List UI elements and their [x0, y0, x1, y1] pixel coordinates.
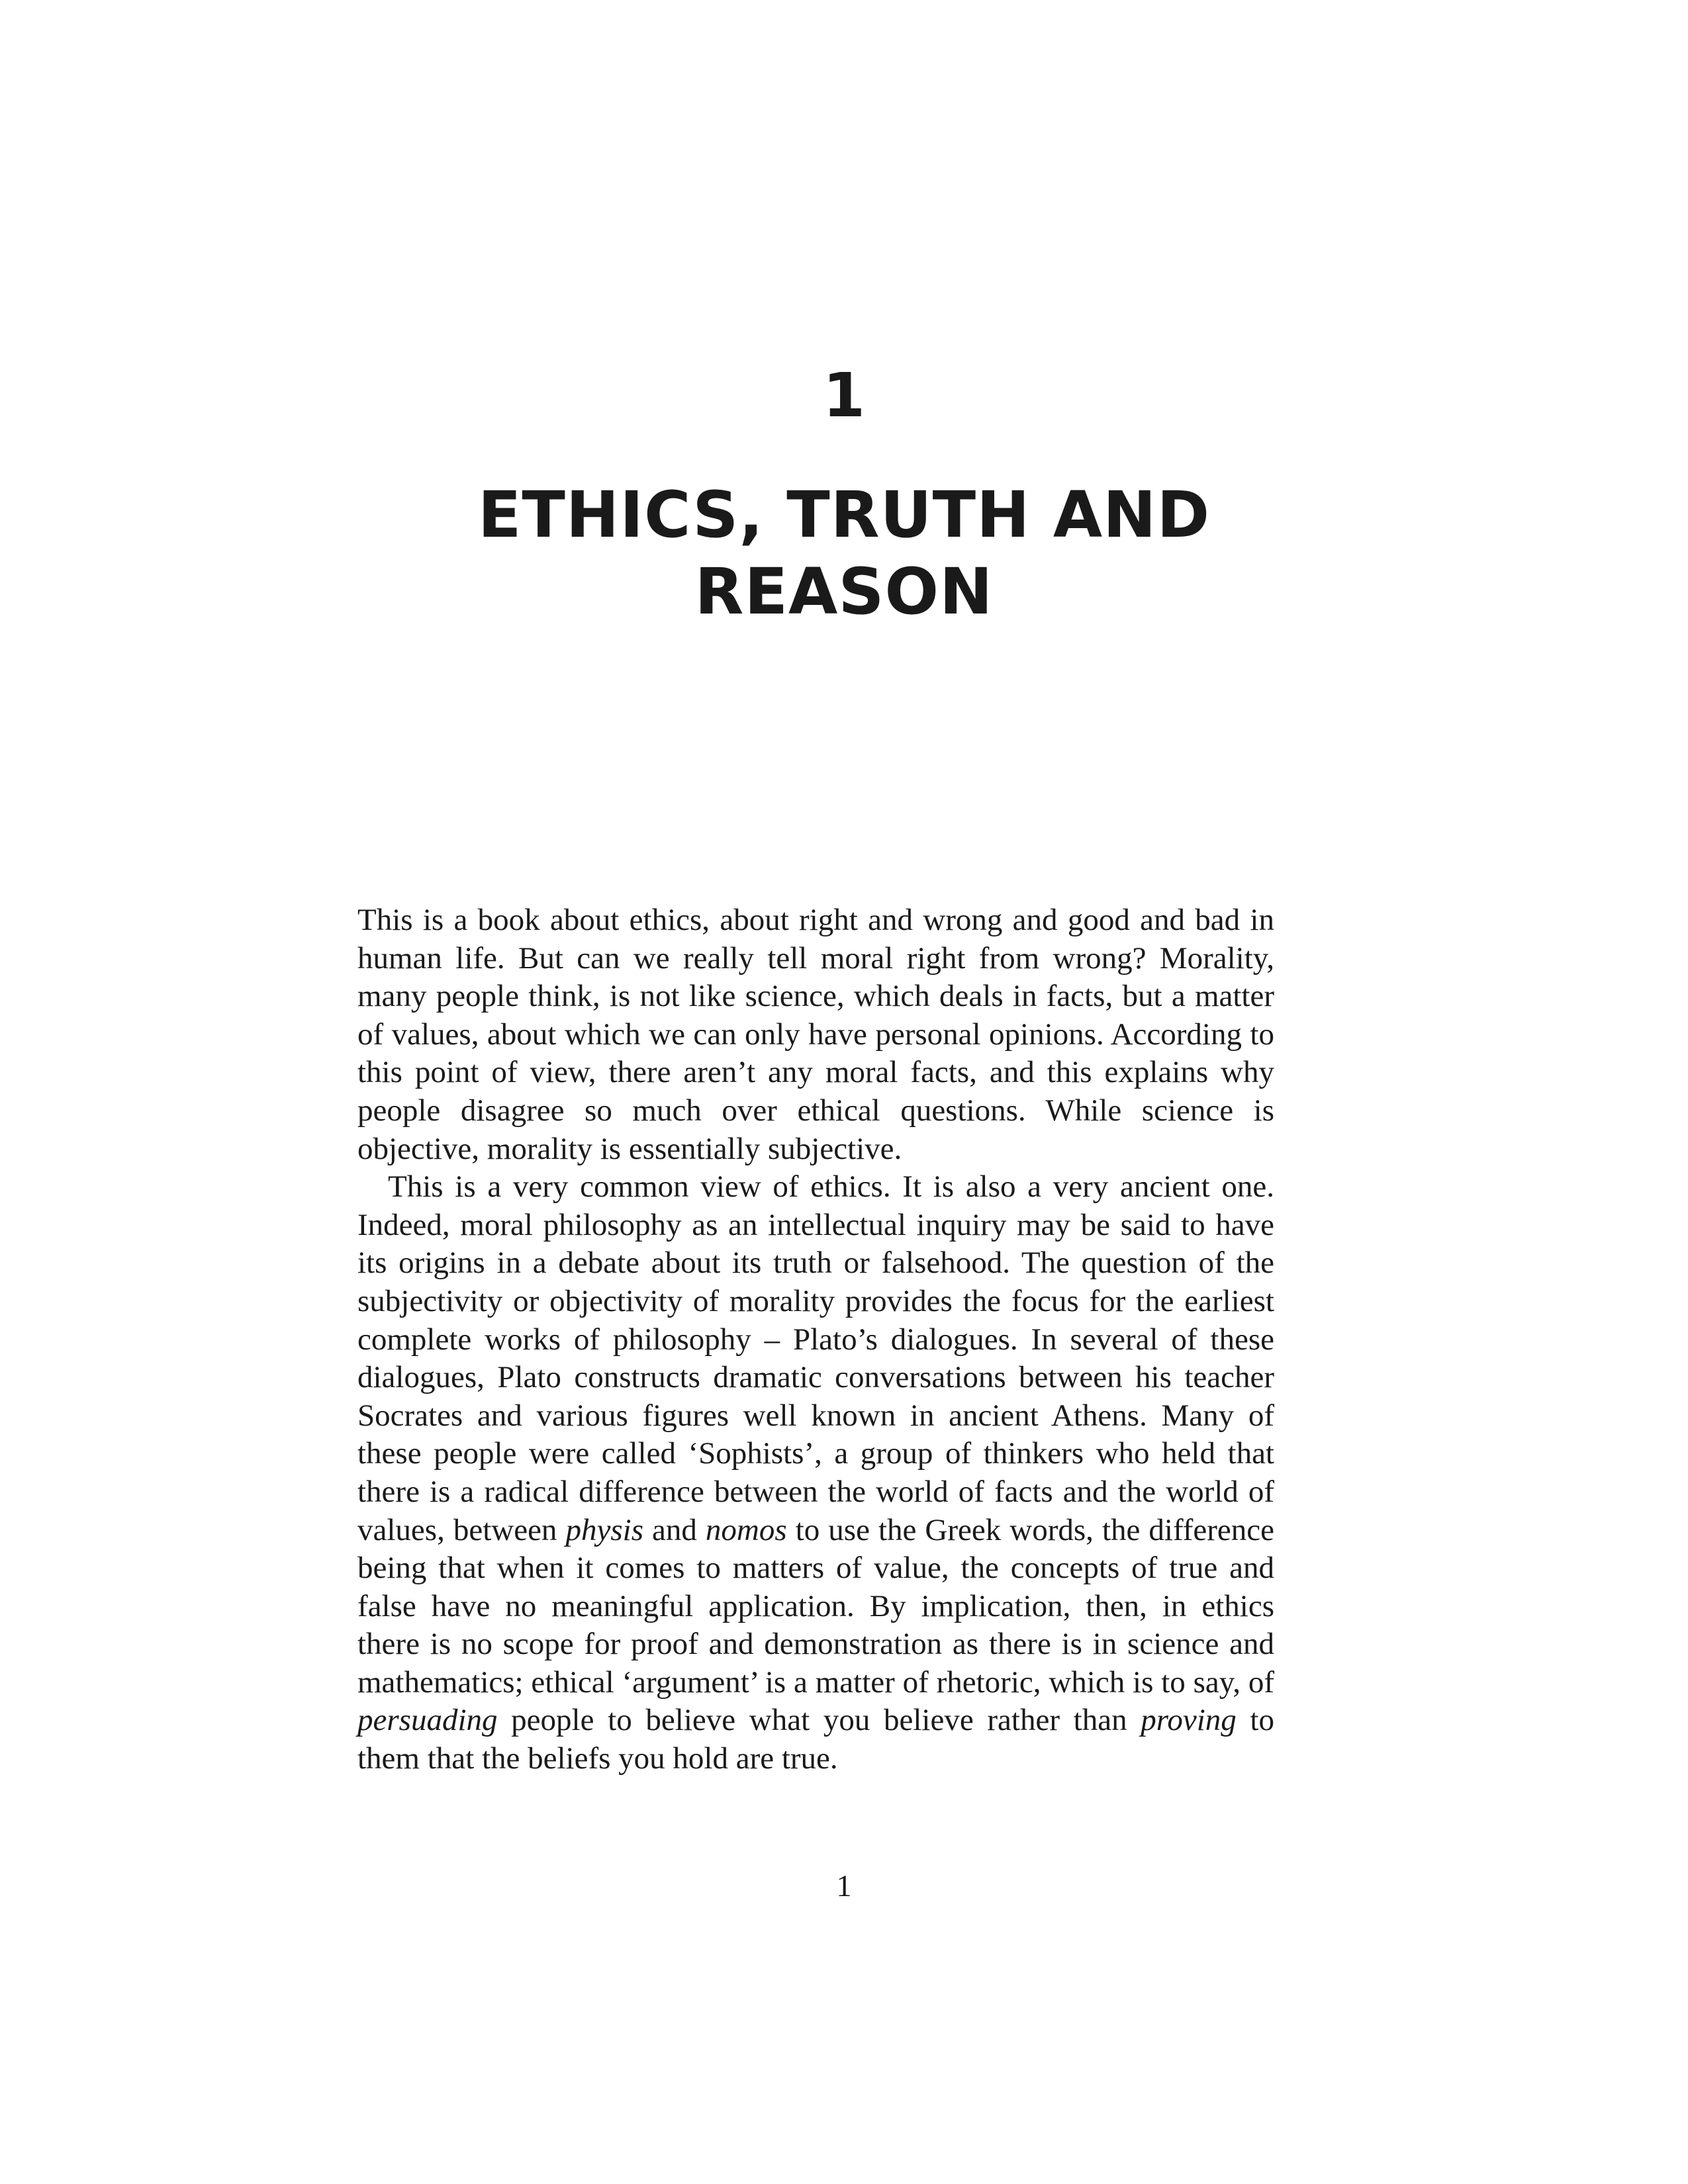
chapter-title-line-2: REASON — [694, 555, 994, 629]
paragraph-1: This is a book about ethics, about right and wrong and good and bad in human life. But can we really tell moral right from wrong? Morality, many people think, is not like science, which deals in facts, but a matter of values, about which we can only have personal opinions. According to this point of view, there aren’t any moral facts, and this explains why people disagree so much over ethical questions. While science is objective, morality is essentially subjective. — [357, 903, 1274, 1166]
paragraph-2-text: people to believe what you believe rather than — [497, 1703, 1141, 1738]
page-number: 1 — [836, 1869, 852, 1903]
paragraph-2-text: This is a very common view of ethics. It is also a very ancient one. Indeed, moral philosophy as an intellectual inquiry may be said to have its origins in a debate about its truth or falsehood. The question of the subjectivity or objectivity of morality provides the focus for the earliest complete works of philosophy – Plato’s dialogues. In several of these dialogues, Plato constructs dramatic conversations between his teacher Socrates and various figures well known in ancient Athens. Many of these people were called ‘Sophists’, a group of thinkers who held that there is a radical difference between the world of facts and the world of values, between — [357, 1169, 1274, 1547]
body-text — [357, 901, 1274, 1778]
chapter-title-line-1: ETHICS, TRUTH AND — [477, 478, 1211, 552]
italic-word-persuading: persuading — [357, 1703, 498, 1738]
paragraph-2-text: and — [643, 1512, 706, 1547]
italic-word-proving: proving — [1141, 1703, 1237, 1738]
italic-term-physis: physis — [565, 1512, 643, 1547]
chapter-number: 1 — [822, 360, 865, 431]
paragraph-2-text: to them that the beliefs you hold are true. — [357, 1703, 1274, 1776]
paragraph-2 — [357, 1168, 1274, 1778]
paragraph-2-text: to use the Greek words, the difference being that when it comes to matters of value, the concepts of true and false have no meaningful application. By implication, then, in ethics there is no scope for proof and demonstration as there is in science and mathematics; ethical ‘argument’ is a matter of rhetoric, which is to say, of — [357, 1512, 1274, 1700]
chapter-title — [0, 477, 1688, 630]
italic-term-nomos: nomos — [705, 1512, 787, 1547]
